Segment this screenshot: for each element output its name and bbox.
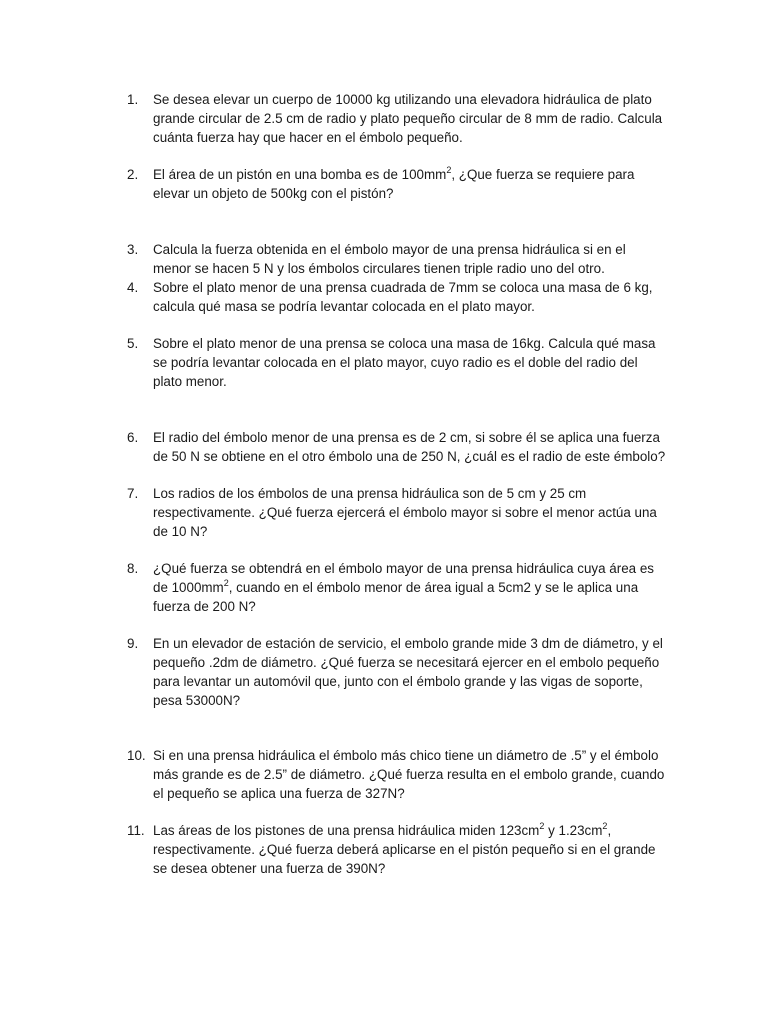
problem-text-part: El área de un pistón en una bomba es de 100mm <box>153 167 447 182</box>
superscript: 2 <box>602 821 608 831</box>
problem-1 <box>127 90 667 147</box>
problem-text: Sobre el plato menor de una prensa cuadrada de 7mm se coloca una masa de 6 kg, calcula qué masa se podría levantar colocada en el plato mayor. <box>153 280 653 314</box>
problem-text: Calcula la fuerza obtenida en el émbolo mayor de una prensa hidráulica si en el menor se hacen 5 N y los émbolos circulares tienen triple radio uno del otro. <box>153 242 626 276</box>
problem-11 <box>127 821 667 878</box>
problem-text: Si en una prensa hidráulica el émbolo más chico tiene un diámetro de .5” y el émbolo más grande es de 2.5” de diámetro. ¿Qué fuerza resulta en el embolo grande, cuando el pequeño se aplica una fuerza de 327N? <box>153 748 665 801</box>
problem-text <box>153 559 667 616</box>
problem-text-part: ¿Qué fuerza se obtendrá en el émbolo mayor de una prensa hidráulica cuya área es de 1000mm <box>153 561 654 595</box>
problem-6 <box>127 428 667 466</box>
problem-number: 8. <box>127 561 139 576</box>
superscript: 2 <box>539 821 545 831</box>
problem-text <box>153 821 667 878</box>
problem-text: Sobre el plato menor de una prensa se coloca una masa de 16kg. Calcula qué masa se podría levantar colocada en el plato mayor, cuyo radio es el doble del radio del plato menor. <box>153 336 656 389</box>
problem-text: Se desea elevar un cuerpo de 10000 kg utilizando una elevadora hidráulica de plato grande circular de 2.5 cm de radio y plato pequeño circular de 8 mm de radio. Calcula cuánta fuerza hay que hacer en el émbolo pequeño. <box>153 92 663 145</box>
problem-4 <box>127 278 667 316</box>
problem-text-part: , cuando en el émbolo menor de área igual a 5cm2 y se le aplica una fuerza de 200 N? <box>153 580 639 614</box>
problem-8 <box>127 559 667 616</box>
problem-number: 4. <box>127 280 139 295</box>
problem-text: Los radios de los émbolos de una prensa hidráulica son de 5 cm y 25 cm respectivamente. ¿Qué fuerza ejercerá el émbolo mayor si sobre el menor actúa una de 10 N? <box>153 486 657 539</box>
problem-number: 7. <box>127 486 139 501</box>
problem-number: 11. <box>127 823 145 838</box>
superscript: 2 <box>223 578 229 588</box>
problem-9 <box>127 634 667 710</box>
problem-5 <box>127 334 667 391</box>
problem-text-part: Las áreas de los pistones de una prensa hidráulica miden 123cm <box>153 823 540 838</box>
problem-number: 6. <box>127 430 139 445</box>
problem-text-part: , respectivamente. ¿Qué fuerza deberá aplicarse en el pistón pequeño si en el grande se desea obtener una fuerza de 390N? <box>153 823 656 876</box>
problem-number: 2. <box>127 167 139 182</box>
problem-number: 9. <box>127 636 139 651</box>
problem-10 <box>127 746 667 803</box>
problem-text: El radio del émbolo menor de una prensa es de 2 cm, si sobre él se aplica una fuerza de 50 N se obtiene en el otro émbolo una de 250 N, ¿cuál es el radio de este émbolo? <box>153 430 666 464</box>
problem-number: 5. <box>127 336 139 351</box>
problem-number: 10. <box>127 748 146 763</box>
problem-3 <box>127 240 667 278</box>
problem-text: En un elevador de estación de servicio, el embolo grande mide 3 dm de diámetro, y el pequeño .2dm de diámetro. ¿Qué fuerza se necesitará ejercer en el embolo pequeño para levantar un automóvil que, junto con el émbolo grande y las vigas de soporte, pesa 53000N? <box>153 636 663 708</box>
problem-number: 1. <box>127 92 139 107</box>
superscript: 2 <box>446 165 452 175</box>
problem-text-part: y 1.23cm <box>544 823 603 838</box>
problem-number: 3. <box>127 242 139 257</box>
problem-7 <box>127 484 667 541</box>
problem-text-part: , ¿Que fuerza se requiere para elevar un objeto de 500kg con el pistón? <box>153 167 635 201</box>
problem-2 <box>127 165 667 203</box>
problem-text <box>153 165 667 203</box>
